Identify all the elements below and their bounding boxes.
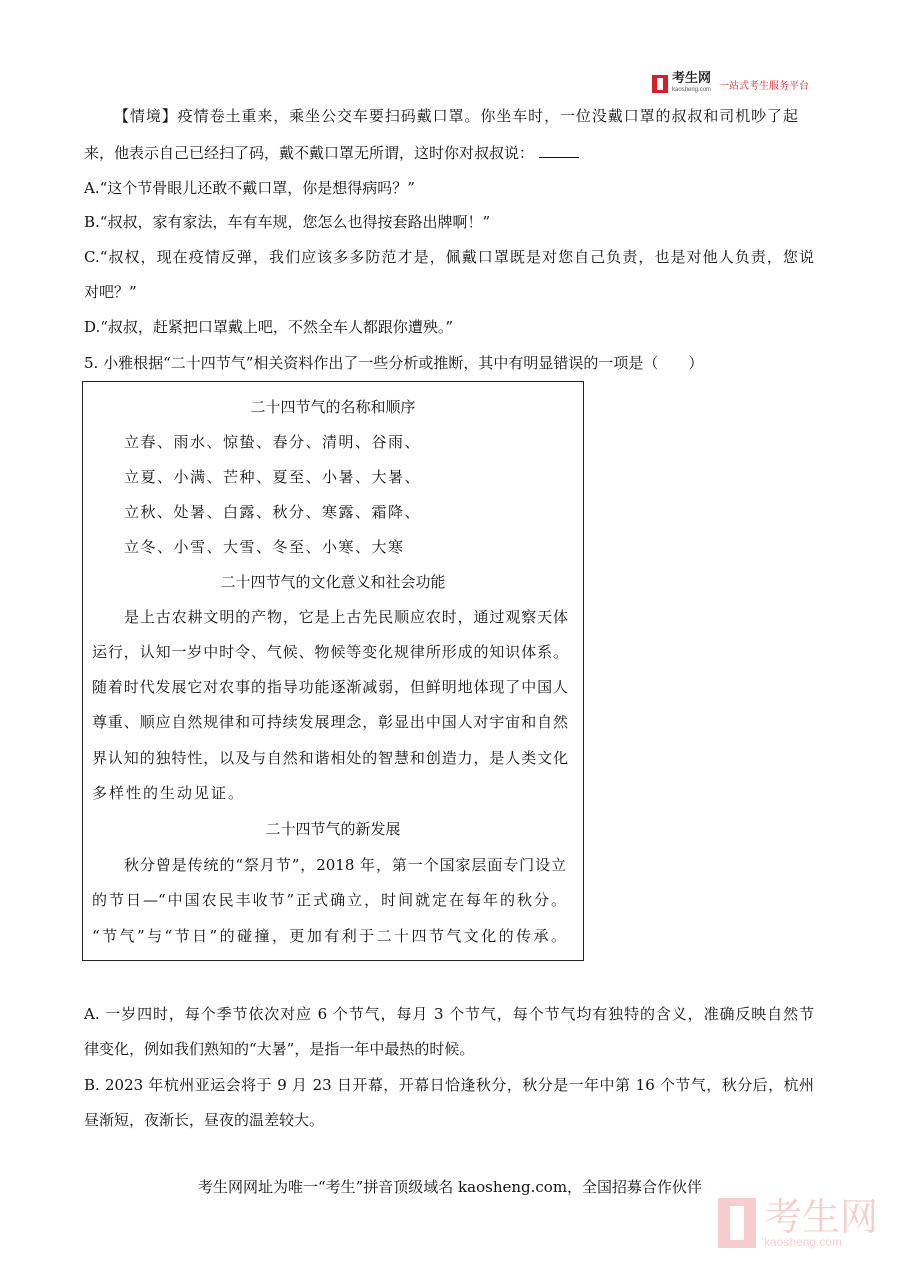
header-slogan: 一站式考生服务平台 [719,80,810,92]
q4-option-d: D.“叔叔，赶紧把口罩戴上吧，不然全车人都跟你遭殃。” [84,318,454,336]
logo-text: 考生网 [672,70,712,85]
q5-option-a-cont: 律变化，例如我们熟知的“大暑”，是指一年中最热的时候。 [84,1040,475,1058]
q4-line1: 【情境】疫情卷土重来，乘坐公交车要扫码戴口罩。你坐车时，一位没戴口罩的叔叔和司机吵了起 [114,107,798,125]
q4-option-a: A.“这个节骨眼儿还敢不戴口罩，你是想得病吗？” [84,179,415,197]
box-title-2: 二十四节气的文化意义和社会功能 [220,573,446,591]
box-para1-line: 界认知的独特性，以及与自然和谐相处的智慧和创造力，是人类文化 [92,749,568,767]
page-footer: 考生网网址为唯一“考生”拼音顶级域名 kaosheng.com，全国招募合作伙伴 [197,1178,703,1196]
solar-terms-row: 立春、雨水、惊蛰、春分、清明、谷雨、 [124,433,422,451]
answer-blank [539,143,579,158]
q4-option-c: C.“叔权，现在疫情反弹，我们应该多多防范才是，佩戴口罩既是对您自己负责，也是对他人负责，您说 [84,248,814,266]
watermark-mark-icon [718,1198,756,1248]
q5-stem: 5. 小雅根据“二十四节气”相关资料作出了一些分析或推断，其中有明显错误的一项是（ ） [84,354,704,372]
box-para1-line: 运行，认知一岁中时令、气候、物候等变化规律所形成的知识体系。 [92,643,568,661]
header-logo [652,72,809,96]
q4-option-c-cont: 对吧？” [84,283,137,301]
box-para2-line: 的节日—“中国农民丰收节”正式确立，时间就定在每年的秋分。 [92,891,566,909]
box-para1-line: 多样性的生动见证。 [92,784,246,802]
q4-line2: 来，他表示自己已经扫了码，戴不戴口罩无所谓，这时你对叔叔说： [84,143,579,163]
q5-option-b-cont: 昼渐短，夜渐长，昼夜的温差较大。 [84,1111,325,1129]
watermark-logo [718,1195,879,1249]
box-para2-line: “节气”与“节日”的碰撞，更加有利于二十四节气文化的传承。 [92,927,566,945]
watermark-text: 考生网 [764,1195,879,1239]
q5-option-b: B. 2023 年杭州亚运会将于 9 月 23 日开幕，开幕日恰逢秋分，秋分是一年中第 16 个节气，秋分后，杭州 [84,1076,814,1094]
logo-domain: kaosheng.com [672,87,712,93]
box-title-1: 二十四节气的名称和顺序 [250,398,416,416]
box-para2-line: 秋分曾是传统的“祭月节”，2018 年，第一个国家层面专门设立 [124,856,566,874]
solar-terms-row: 立秋、处暑、白露、秋分、寒露、霜降、 [124,503,422,521]
solar-terms-row: 立冬、小雪、大雪、冬至、小寒、大寒 [124,538,405,556]
solar-terms-row: 立夏、小满、芒种、夏至、小暑、大暑、 [124,468,422,486]
q4-option-b: B.“叔叔，家有家法，车有车规，您怎么也得按套路出牌啊！” [84,213,491,231]
box-para1-line: 尊重、顺应自然规律和可持续发展理念，彰显出中国人对宇宙和自然 [92,713,568,731]
logo-mark-icon [652,75,668,93]
watermark-domain: kaosheng.com [764,1235,843,1249]
box-title-3: 二十四节气的新发展 [265,820,401,838]
q5-option-a: A. 一岁四时，每个季节依次对应 6 个节气，每月 3 个节气，每个节气均有独特的含义，准确反映自然节 [84,1005,814,1023]
box-para1-line: 随着时代发展它对农事的指导功能逐渐减弱，但鲜明地体现了中国人 [92,678,568,696]
box-para1-line: 是上古农耕文明的产物，它是上古先民顺应农时，通过观察天体 [124,608,568,626]
